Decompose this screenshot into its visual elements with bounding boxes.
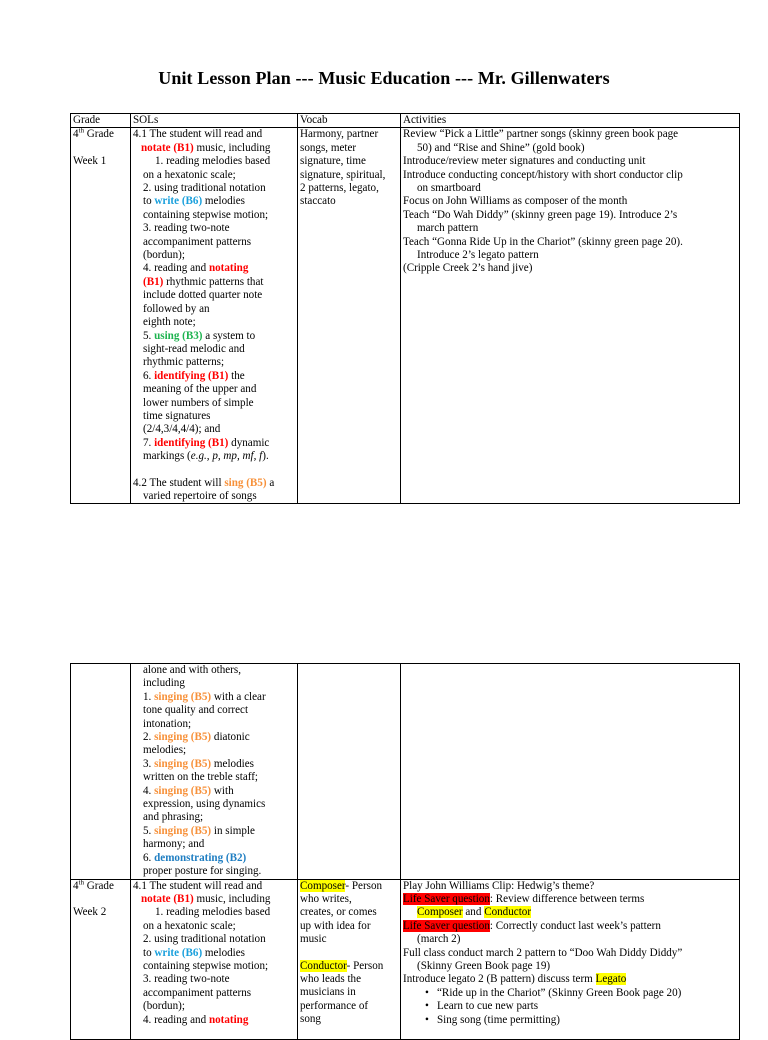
week2-activities-cell: Play John Williams Clip: Hedwig’s theme? Life Saver question: Review difference between terms Composer and Conductor Life Saver question: Correctly conduct last week’s pattern (march 2) Full class conduct march 2 pattern to “Doo Wah Diddy Diddy” (Skinny Green Book page 19) Introduce legato 2 (B pattern) discuss term Legato • “Ride up in the Chariot” (Skinny Green Book page 20) • Learn to cue new parts • Sing song (time permitting): [401, 879, 740, 1039]
week2-grade-cell: [71, 879, 131, 1039]
list-item: • Learn to cue new parts: [403, 1000, 737, 1013]
activity: Review “Pick a Little” partner songs (skinny green book page: [403, 128, 679, 141]
list-item: • “Ride up in the Chariot” (Skinny Green Book page 20): [403, 987, 737, 1000]
week1-activities-cell: Review “Pick a Little” partner songs (skinny green book page 50) and “Rise and Shine” (gold book) Introduce/review meter signatures and conducting unit Introduce conducting concept/history with short conductor clip on smartboard Focus on John Williams as composer of the month Teach “Do Wah Diddy” (skinny green page 19). Introduce 2’s march pattern Teach “Gonna Ride Up in the Chariot” (skinny green page 20). Introduce 2’s legato pattern (Cripple Creek 2’s hand jive): [401, 128, 740, 504]
identifying-verb-6: identifying (B1): [154, 369, 229, 382]
week2-row: [71, 879, 740, 1039]
week2-sols-cell: 4.1 The student will read and notate (B1) music, including 1. reading melodies based on a hexatonic scale; 2. using traditional notation to write (B6) melodies containing stepwise motion; 3. reading two-note accompaniment patterns (bordun); 4. reading and notating: [131, 879, 298, 1039]
week1-grade: 4th Grade: [73, 127, 114, 141]
list-item: • Sing song (time permitting): [403, 1014, 737, 1027]
activity: Play John Williams Clip: Hedwig’s theme?: [403, 879, 595, 892]
week2-grade: 4th Grade: [73, 879, 114, 892]
write-verb: write (B6): [154, 195, 203, 208]
header-grade: Grade: [71, 114, 131, 128]
notate-verb: notate (B1): [141, 141, 194, 154]
identifying-verb-7: identifying (B1): [154, 436, 229, 449]
lesson-plan-table-page1: [70, 113, 740, 504]
week1-vocab-cell: Harmony, partner songs, meter signature, time signature, spiritual, 2 patterns, legato, staccato: [298, 128, 401, 504]
week1-row: [71, 128, 740, 504]
week1-sols-cell: 4.1 The student will read and notate (B1) music, including 1. reading melodies based on a hexatonic scale; 2. using traditional notation to write (B6) melodies containing stepwise motion; 3. reading two-note accompaniment patterns (bordun); 4. reading and notating (B1) rhythmic patterns that include dotted quarter note followed by an eighth note; 5. using (B3) a system to sight-read melodic and rhythmic patterns; 6. identifying (B1) the meaning of the upper and lower numbers of simple time signatures (2/4,3/4,4/4); and 7. identifying (B1) dynamic markings (e.g., p, mp, mf, f). 4.2 The student will sing (B5) a varied repertoire of songs: [131, 128, 298, 504]
page-title: Unit Lesson Plan --- Music Education --- Mr. Gillenwaters: [158, 68, 610, 88]
week2-vocab-cell: Composer- Person who writes, creates, or comes up with idea for music Conductor- Person who leads the musicians in performance of song: [298, 879, 401, 1039]
activity: Teach “Gonna Ride Up in the Chariot” (skinny green page 20).: [403, 235, 683, 248]
activity: Teach “Do Wah Diddy” (skinny green page 19). Introduce 2’s: [403, 208, 678, 221]
activity: (Cripple Creek 2’s hand jive): [403, 262, 533, 275]
activity: Introduce conducting concept/history with short conductor clip: [403, 168, 683, 181]
continuation-row: [71, 664, 740, 880]
vocab-conductor: Conductor: [300, 959, 347, 972]
week2-week: Week 2: [73, 905, 107, 918]
activity: Focus on John Williams as composer of the month: [403, 195, 628, 208]
life-saver-question-label: Life Saver question: [403, 919, 490, 932]
life-saver-question-label: Life Saver question: [403, 892, 490, 905]
activity: Full class conduct march 2 pattern to “Doo Wah Diddy Diddy”: [403, 946, 683, 959]
header-row: [71, 114, 740, 128]
notating-verb: notating: [208, 262, 249, 275]
week1-week: Week 1: [73, 154, 107, 167]
using-verb: using (B3): [154, 329, 203, 342]
lesson-plan-table-page2: [70, 663, 740, 1040]
week1-grade-cell: [71, 128, 131, 504]
continued-sols-cell: alone and with others, including 1. singing (B5) with a clear tone quality and correct intonation; 2. singing (B5) diatonic melodies; 3. singing (B5) melodies written on the treble staff; 4. singing (B5) with expression, using dynamics and phrasing; 5. singing (B5) in simple harmony; and 6. demonstrating (B2) proper posture for singing.: [131, 664, 298, 880]
demonstrating-verb: demonstrating (B2): [154, 851, 247, 864]
sol-4-2: 4.2 The student will sing (B5) a: [133, 476, 275, 489]
vocab-composer: Composer: [300, 879, 346, 892]
legato-term: Legato: [595, 973, 627, 986]
sing-verb: sing (B5): [224, 476, 267, 489]
header-sols: SOLs: [131, 114, 298, 128]
header-activities: Activities: [401, 114, 740, 128]
header-vocab: Vocab: [298, 114, 401, 128]
sol-4-1: 4.1 The student will read and: [133, 128, 263, 141]
activity: Introduce/review meter signatures and conducting unit: [403, 155, 646, 168]
